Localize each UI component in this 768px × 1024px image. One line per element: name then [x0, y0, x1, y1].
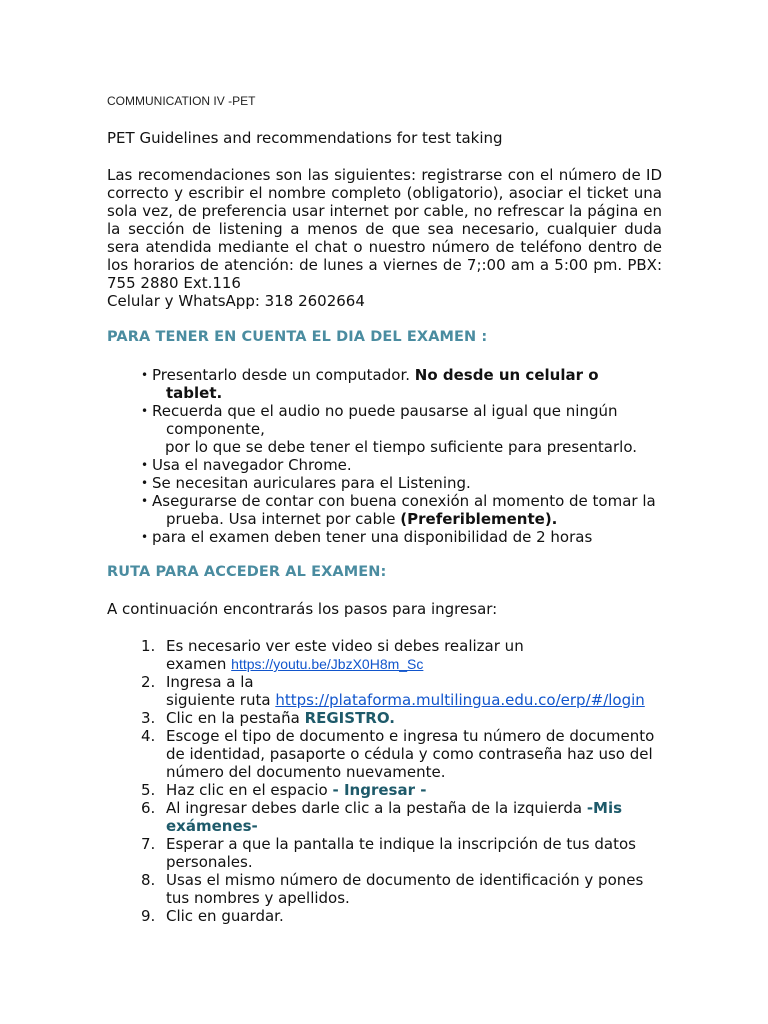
step-text: Clic en la pestaña	[166, 709, 300, 727]
route-heading: RUTA PARA ACCEDER AL EXAMEN:	[107, 564, 387, 580]
step-text: Escoge el tipo de documento e ingresa tu número de documento de identidad, pasaporte o cédula y como contraseña haz uso del número del documento nuevamente.	[166, 727, 655, 781]
tip-emphasis: tablet.	[166, 384, 223, 402]
video-link[interactable]: https://youtu.be/JbzX0H8m_Sc	[231, 656, 424, 672]
bullet-icon: •	[141, 530, 149, 544]
intro-text: Las recomendaciones son las siguientes: registrarse con el número de ID correcto y escribir el nombre completo (obligatorio), asociar el ticket una sola vez, de preferencia usar internet por cable, no refrescar la página en la sección de listening a menos de que sea necesario, cualquier duda sera atendida mediante el chat o nuestro número de teléfono dentro de los horarios de atención: de lunes a viernes de 7;:00 am a 5:00 pm. PBX: 755 2880 Ext.116	[107, 166, 662, 292]
step-text: Al ingresar debes darle clic a la pestaña de la izquierda	[166, 799, 583, 817]
tip-text: Usa el navegador Chrome.	[152, 456, 352, 474]
steps-intro: A continuación encontrarás los pasos para ingresar:	[107, 600, 498, 618]
step-text: Ingresa a la	[166, 673, 254, 691]
exam-day-tips	[141, 366, 671, 546]
tip-text: prueba. Usa internet por cable	[166, 510, 396, 528]
list-item	[141, 402, 671, 456]
exam-day-heading: PARA TENER EN CUENTA EL DIA DEL EXAMEN :	[107, 329, 488, 345]
tip-text: para el examen deben tener una disponibilidad de 2 horas	[152, 528, 593, 546]
platform-login-link[interactable]: https://plataforma.multilingua.edu.co/erp/#/login	[275, 691, 645, 709]
list-item	[141, 871, 671, 907]
step-text: siguiente ruta	[166, 691, 271, 709]
list-item	[141, 637, 671, 673]
step-number: 1.	[141, 637, 156, 655]
tip-continuation	[152, 510, 671, 528]
step-emphasis: -Mis	[586, 799, 623, 817]
list-item	[141, 907, 671, 925]
tip-text: componente,	[166, 420, 265, 438]
tip-text: Presentarlo desde un computador.	[152, 366, 411, 384]
step-emphasis: REGISTRO.	[304, 709, 395, 727]
intro-paragraph	[107, 166, 662, 310]
tip-emphasis: No desde un celular o	[414, 366, 599, 384]
access-steps	[141, 637, 671, 925]
list-item	[141, 727, 671, 781]
step-text: Haz clic en el espacio	[166, 781, 328, 799]
list-item	[141, 456, 671, 474]
bullet-icon: •	[141, 476, 149, 490]
bullet-icon: •	[141, 458, 149, 472]
tip-text: Recuerda que el audio no puede pausarse al igual que ningún	[152, 402, 618, 420]
bullet-icon: •	[141, 404, 149, 418]
list-item	[141, 673, 671, 709]
list-item	[141, 709, 671, 727]
step-text: examen	[166, 655, 227, 673]
document-subtitle: PET Guidelines and recommendations for test taking	[107, 129, 503, 147]
step-number: 4.	[141, 727, 156, 745]
list-item	[141, 781, 671, 799]
course-title: COMMUNICATION IV -PET	[107, 94, 256, 108]
step-text: Clic en guardar.	[166, 907, 284, 925]
step-number: 9.	[141, 907, 156, 925]
list-item	[141, 474, 671, 492]
tip-emphasis: (Preferiblemente).	[400, 510, 558, 528]
bullet-icon: •	[141, 368, 149, 382]
step-number: 6.	[141, 799, 156, 817]
tip-text: Se necesitan auriculares para el Listening.	[152, 474, 471, 492]
contact-phone: Celular y WhatsApp: 318 2602664	[107, 292, 365, 310]
tip-text: por lo que se debe tener el tiempo suficiente para presentarlo.	[165, 438, 638, 456]
step-number: 2.	[141, 673, 156, 691]
step-text: Usas el mismo número de documento de identificación y pones tus nombres y apellidos.	[166, 871, 644, 907]
list-item	[141, 835, 671, 871]
step-number: 7.	[141, 835, 156, 853]
step-text: Es necesario ver este video si debes realizar un	[166, 637, 524, 655]
list-item	[141, 366, 671, 402]
step-text: Esperar a que la pantalla te indique la inscripción de tus datos personales.	[166, 835, 636, 871]
list-item	[141, 528, 671, 546]
step-number: 5.	[141, 781, 156, 799]
list-item	[141, 492, 671, 528]
step-emphasis: - Ingresar -	[332, 781, 427, 799]
list-item	[141, 799, 671, 835]
step-number: 3.	[141, 709, 156, 727]
tip-text: Asegurarse de contar con buena conexión al momento de tomar la	[152, 492, 656, 510]
step-emphasis: exámenes-	[166, 817, 258, 835]
step-number: 8.	[141, 871, 156, 889]
bullet-icon: •	[141, 494, 149, 508]
